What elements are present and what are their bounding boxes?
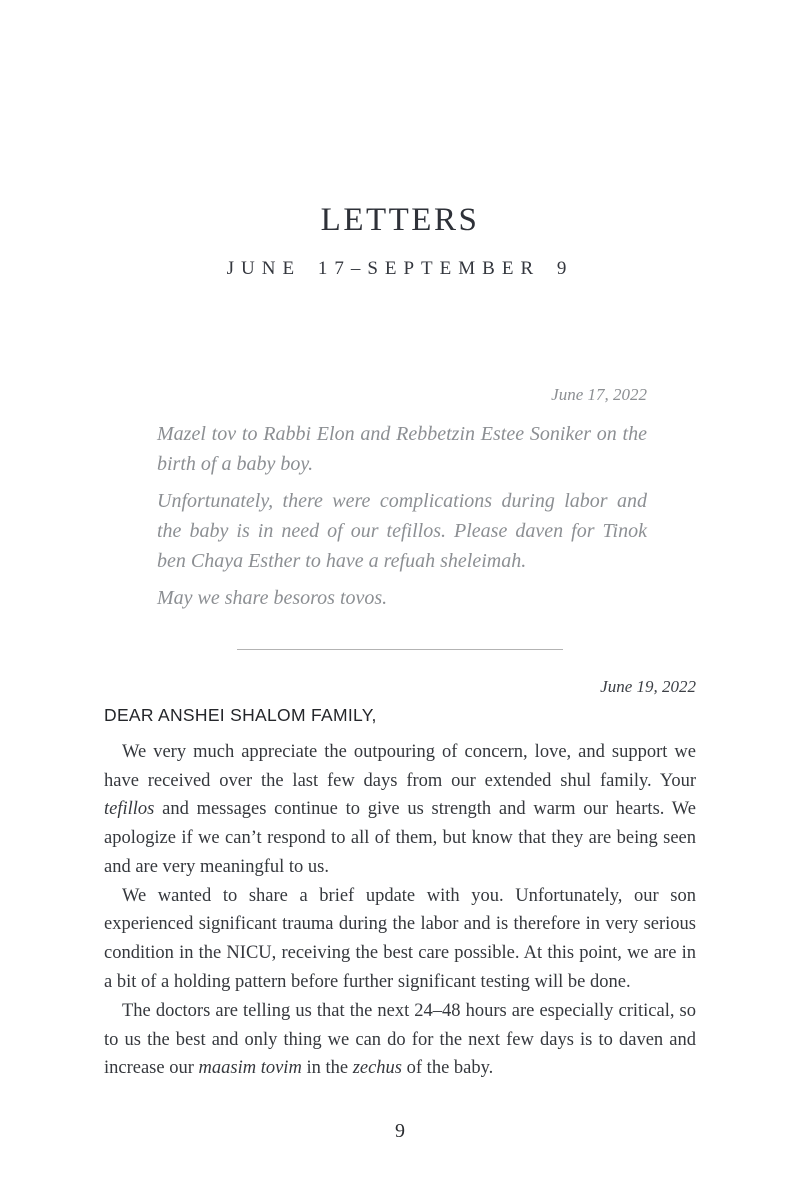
letter-date: June 19, 2022: [600, 677, 696, 697]
body-paragraph: The doctors are telling us that the next 24–48 hours are especially critical, so to us the best and only thing we can do for the next few days is to daven and increase our maasim tovim in the zechus of the baby.: [104, 1000, 696, 1079]
chapter-header: [0, 0, 800, 281]
page-number: 9: [395, 1120, 405, 1142]
body-paragraph: We very much appreciate the outpouring of concern, love, and support we have received over the last few days from our extended shul family. Your tefillos and messages continue to give us strength and warm our hearts. We apologize if we can’t respond to all of them, but know that they are being seen and are very meaningful to us.: [104, 741, 696, 877]
chapter-title: LETTERS: [320, 202, 480, 238]
letter-date: June 17, 2022: [551, 384, 647, 404]
quote-letter-body: [157, 419, 647, 613]
letter-salutation: DEAR ANSHEI SHALOM FAMILY,: [104, 704, 377, 725]
letter-body: [104, 738, 696, 1084]
body-paragraph: We wanted to share a brief update with you. Unfortunately, our son experienced significant trauma during the labor and is therefore in very serious condition in the NICU, receiving the best care possible. At this point, we are in a bit of a holding pattern before further significant testing will be done.: [104, 885, 696, 993]
letter-june-17: [104, 385, 696, 613]
quote-paragraph: Mazel tov to Rabbi Elon and Rebbetzin Estee Soniker on the birth of a baby boy.: [157, 423, 647, 476]
quote-paragraph: May we share besoros tovos.: [157, 587, 388, 610]
letter-june-19: [104, 677, 696, 1083]
chapter-subtitle: JUNE 17–SEPTEMBER 9: [226, 258, 574, 279]
section-divider: [237, 649, 563, 650]
quote-paragraph: Unfortunately, there were complications during labor and the baby is in need of our tefillos. Please daven for Tinok ben Chaya Esther to have a refuah sheleimah.: [157, 490, 647, 573]
